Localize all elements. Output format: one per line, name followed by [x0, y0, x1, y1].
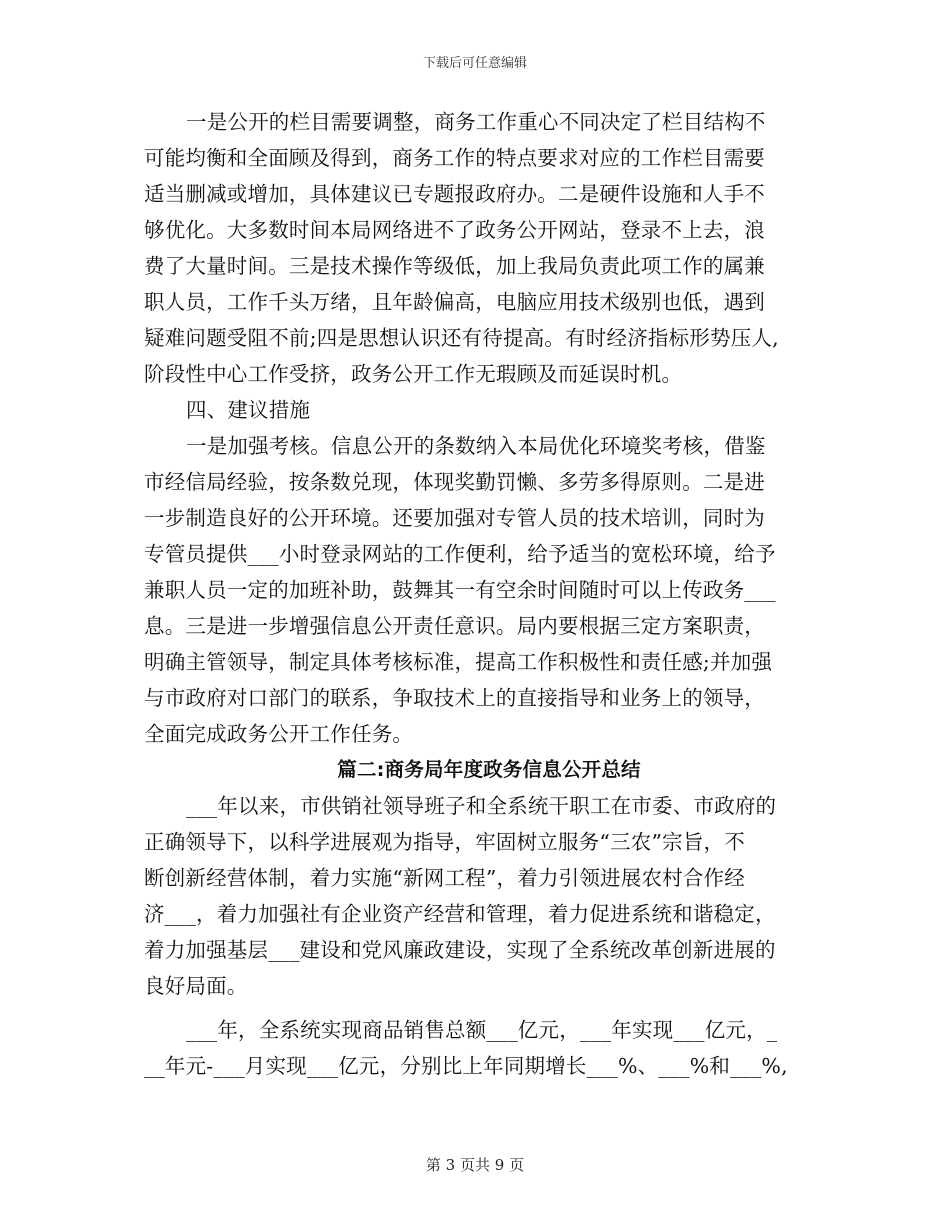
paragraph-line: ___年以来，市供销社领导班子和全系统干职工在市委、市政府的	[186, 794, 777, 818]
paragraph-line: 良好局面。	[144, 974, 248, 998]
paragraph-line: 费了大量时间。三是技术操作等级低，加上我局负责此项工作的属兼	[144, 254, 765, 278]
paragraph-line: 专管员提供___小时登录网站的工作便利，给予适当的宽松环境，给予	[144, 542, 776, 566]
paragraph-spacer	[144, 1004, 824, 1012]
paragraph-line: 兼职人员一定的加班补助，鼓舞其一有空余时间随时可以上传政务___	[144, 578, 776, 602]
paragraph-line: __年元-___月实现___亿元，分别比上年同期增长___%、___%和___%,	[144, 1054, 788, 1078]
paragraph-line: 断创新经营体制，着力实施“新网工程”，着力引领进展农村合作经	[144, 866, 745, 890]
paragraph-line: 市经信局经验，按条数兑现，体现奖勤罚懒、多劳多得原则。二是进	[144, 470, 765, 494]
page-number: 第 3 页共 9 页	[425, 1156, 525, 1174]
article-title: 篇二:商务局年度政务信息公开总结	[337, 758, 641, 781]
paragraph-line: 一是公开的栏目需要调整，商务工作重心不同决定了栏目结构不	[186, 110, 766, 134]
page-header-note: 下载后可任意编辑	[422, 56, 527, 71]
paragraph-line: 济___，着力加强社有企业资产经营和管理，着力促进系统和谐稳定，	[144, 902, 776, 926]
paragraph-line: 可能均衡和全面顾及得到，商务工作的特点要求对应的工作栏目需要	[144, 146, 765, 170]
paragraph-line: 着力加强基层___建设和党风廉政建设，实现了全系统改革创新进展的	[144, 938, 776, 962]
paragraph-line: 职人员，工作千头万绪，且年龄偏高，电脑应用技术级别也低，遇到	[144, 290, 765, 314]
paragraph-line: 一是加强考核。信息公开的条数纳入本局优化环境奖考核，借鉴	[186, 434, 766, 458]
paragraph-line: 全面完成政务公开工作任务。	[144, 722, 414, 746]
paragraph-line: 疑难问题受阻不前;四是思想认识还有待提高。有时经济指标形势压人,	[144, 326, 779, 350]
paragraph-line: 息。三是进一步增强信息公开责任意识。局内要根据三定方案职责，	[144, 614, 765, 638]
paragraph-line: 与市政府对口部门的联系，争取技术上的直接指导和业务上的领导，	[144, 686, 765, 710]
paragraph-line: 一步制造良好的公开环境。还要加强对专管人员的技术培训，同时为	[144, 506, 765, 530]
paragraph-line: 适当删减或增加，具体建议已专题报政府办。二是硬件设施和人手不	[144, 182, 765, 206]
paragraph-line: 正确领导下，以科学进展观为指导，牢固树立服务“三农”宗旨，不	[144, 830, 745, 854]
section-heading: 四、建议措施	[186, 398, 311, 422]
document-body	[144, 104, 824, 1084]
paragraph-line: 阶段性中心工作受挤，政务公开工作无瑕顾及而延误时机。	[144, 362, 683, 386]
paragraph-line: 够优化。大多数时间本局网络进不了政务公开网站，登录不上去，浪	[144, 218, 765, 242]
paragraph-line: ___年，全系统实现商品销售总额___亿元，___年实现___亿元，_	[186, 1018, 778, 1042]
paragraph-line: 明确主管领导，制定具体考核标准，提高工作积极性和责任感;并加强	[144, 650, 773, 674]
